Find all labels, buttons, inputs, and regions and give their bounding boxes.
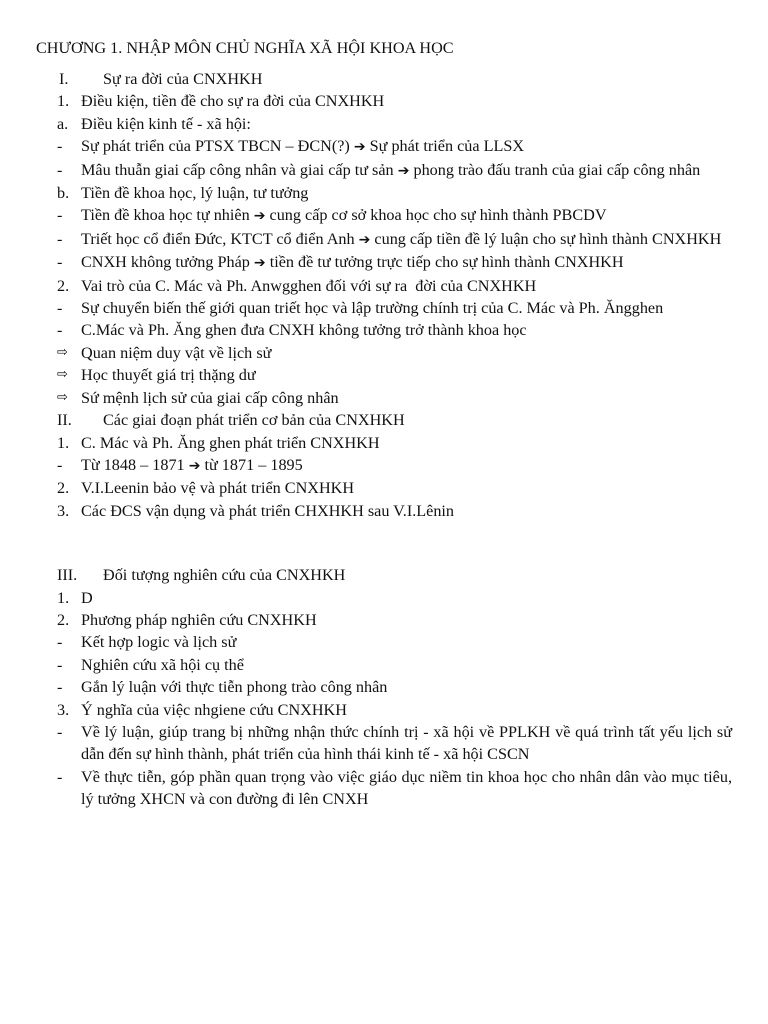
list-text xyxy=(81,454,732,477)
list-item xyxy=(0,654,768,676)
list-item xyxy=(0,275,768,297)
list-text: V.I.Leenin bảo vệ và phát triển CNXHKH xyxy=(81,479,355,498)
list-marker: 1. xyxy=(57,92,70,111)
list-text: Nghiên cứu xã hội cụ thể xyxy=(81,655,244,674)
list-text: Gắn lý luận với thực tiễn phong trào công nhân xyxy=(81,678,388,697)
list-item xyxy=(0,676,768,698)
list-text: Về lý luận, giúp trang bị những nhận thức chính trị - xã hội về PPLKH về quá trình tất yếu lịch sử dẫn đến sự hình thành, phát triển của hình thái kinh tế - xã hội CSCN xyxy=(81,722,732,764)
list-marker: 2. xyxy=(57,276,70,295)
list-text: Vai trò của C. Mác và Ph. Anwgghen đối với sự ra đời của CNXHKH xyxy=(81,276,537,295)
list-marker: 3. xyxy=(57,501,70,520)
list-text: Đối tượng nghiên cứu của CNXHKH xyxy=(103,566,346,585)
list-item xyxy=(0,364,768,386)
list-text: D xyxy=(81,588,93,607)
list-marker: - xyxy=(57,722,63,741)
right-arrow-icon: ➔ xyxy=(253,255,266,272)
list-marker: - xyxy=(57,633,63,652)
list-text: Ý nghĩa của việc nhgiene cứu CNXHKH xyxy=(81,700,347,719)
list-item xyxy=(0,251,768,274)
list-text: Về thực tiễn, góp phần quan trọng vào việc giáo dục niềm tin khoa học cho nhân dân vào mục tiêu, lý tưởng XHCN và con đường đi lên CNXH xyxy=(81,767,732,809)
list-item xyxy=(0,587,768,609)
right-arrow-icon: ➔ xyxy=(358,231,371,248)
list-text xyxy=(81,228,732,251)
right-arrow-icon: ➔ xyxy=(353,139,366,156)
list-marker: II. xyxy=(57,411,72,430)
text-before-arrow: Tiền đề khoa học tự nhiên xyxy=(81,206,250,225)
list-marker: - xyxy=(57,253,63,272)
list-text: Các giai đoạn phát triển cơ bản của CNXHKH xyxy=(103,411,405,430)
list-text: Phương pháp nghiên cứu CNXHKH xyxy=(81,610,317,629)
list-item xyxy=(0,90,768,112)
list-marker: 3. xyxy=(57,700,70,719)
list-marker: a. xyxy=(57,114,69,133)
section-heading xyxy=(0,564,768,586)
list-text xyxy=(81,135,732,158)
right-arrow-icon: ➔ xyxy=(188,457,201,474)
list-text: Kết hợp logic và lịch sử xyxy=(81,633,237,652)
list-marker: 2. xyxy=(57,610,70,629)
list-text xyxy=(81,251,732,274)
section-heading xyxy=(0,409,768,431)
list-item xyxy=(0,609,768,631)
list-item xyxy=(0,766,768,811)
list-item xyxy=(0,228,768,251)
list-item xyxy=(0,342,768,364)
text-before-arrow: Mâu thuẫn giai cấp công nhân và giai cấp tư sản xyxy=(81,160,394,179)
text-after-arrow: Sự phát triển của LLSX xyxy=(369,137,525,156)
list-marker: III. xyxy=(57,566,78,585)
list-text: C.Mác và Ph. Ăng ghen đưa CNXH không tưởng trở thành khoa học xyxy=(81,321,527,340)
list-text: Sứ mệnh lịch sử của giai cấp công nhân xyxy=(81,388,339,407)
text-before-arrow: Từ 1848 – 1871 xyxy=(81,455,185,474)
list-item xyxy=(0,204,768,227)
text-before-arrow: CNXH không tưởng Pháp xyxy=(81,253,250,272)
list-item xyxy=(0,135,768,158)
text-after-arrow: cung cấp cơ sở khoa học cho sự hình thành PBCDV xyxy=(269,206,607,225)
text-after-arrow: tiền đề tư tưởng trực tiếp cho sự hình thành CNXHKH xyxy=(269,253,624,272)
list-text: Học thuyết giá trị thặng dư xyxy=(81,366,256,385)
list-marker: - xyxy=(57,455,63,474)
list-text: Điều kiện, tiền đề cho sự ra đời của CNXHKH xyxy=(81,92,385,111)
hollow-arrow-icon: ⇨ xyxy=(57,389,68,405)
list-item xyxy=(0,387,768,409)
list-marker: 1. xyxy=(57,588,70,607)
list-text: Các ĐCS vận dụng và phát triển CHXHKH sau V.I.Lênin xyxy=(81,501,455,520)
list-item xyxy=(0,477,768,499)
text-before-arrow: Triết học cổ điển Đức, KTCT cổ điển Anh xyxy=(81,229,355,248)
list-item xyxy=(0,297,768,319)
hollow-arrow-icon: ⇨ xyxy=(57,367,68,383)
text-before-arrow: Sự phát triển của PTSX TBCN – ĐCN(?) xyxy=(81,137,350,156)
text-after-arrow: từ 1871 – 1895 xyxy=(204,455,303,474)
list-marker: - xyxy=(57,206,63,225)
list-marker: I. xyxy=(59,70,69,88)
list-item xyxy=(0,500,768,522)
list-item xyxy=(0,699,768,721)
right-arrow-icon: ➔ xyxy=(397,162,410,179)
list-marker: - xyxy=(57,160,63,179)
list-marker: - xyxy=(57,299,63,318)
list-item xyxy=(0,454,768,477)
section-heading xyxy=(0,68,768,90)
list-text xyxy=(81,204,732,227)
list-text: Quan niệm duy vật về lịch sử xyxy=(81,343,272,362)
list-marker: - xyxy=(57,655,63,674)
list-marker: - xyxy=(57,767,63,786)
list-text: Sự ra đời của CNXHKH xyxy=(103,70,263,88)
hollow-arrow-icon: ⇨ xyxy=(57,344,68,360)
list-marker: - xyxy=(57,229,63,248)
list-item xyxy=(0,113,768,135)
list-marker: - xyxy=(57,137,63,156)
list-marker: b. xyxy=(57,184,70,203)
list-marker: - xyxy=(57,678,63,697)
list-item xyxy=(0,631,768,653)
list-text: C. Mác và Ph. Ăng ghen phát triển CNXHKH xyxy=(81,433,380,452)
list-text: Sự chuyển biến thế giới quan triết học và lập trường chính trị của C. Mác và Ph. Ăngghen xyxy=(81,299,664,318)
list-marker: 1. xyxy=(57,433,70,452)
page-title: CHƯƠNG 1. NHẬP MÔN CHỦ NGHĨA XÃ HỘI KHOA HỌC xyxy=(36,39,454,57)
list-item xyxy=(0,432,768,454)
list-item xyxy=(0,159,768,182)
list-marker: - xyxy=(57,321,63,340)
outline-list xyxy=(0,68,768,811)
list-item xyxy=(0,721,768,766)
text-after-arrow: cung cấp tiền đề lý luận cho sự hình thành CNXHKH xyxy=(374,229,722,248)
list-marker: 2. xyxy=(57,479,70,498)
list-text: Tiền đề khoa học, lý luận, tư tưởng xyxy=(81,184,309,203)
list-text xyxy=(81,159,732,182)
list-item xyxy=(0,182,768,204)
text-after-arrow: phong trào đấu tranh của giai cấp công nhân xyxy=(413,160,701,179)
list-text: Điều kiện kinh tế - xã hội: xyxy=(81,114,251,133)
blank-space xyxy=(0,522,768,564)
right-arrow-icon: ➔ xyxy=(253,208,266,225)
list-item xyxy=(0,319,768,341)
